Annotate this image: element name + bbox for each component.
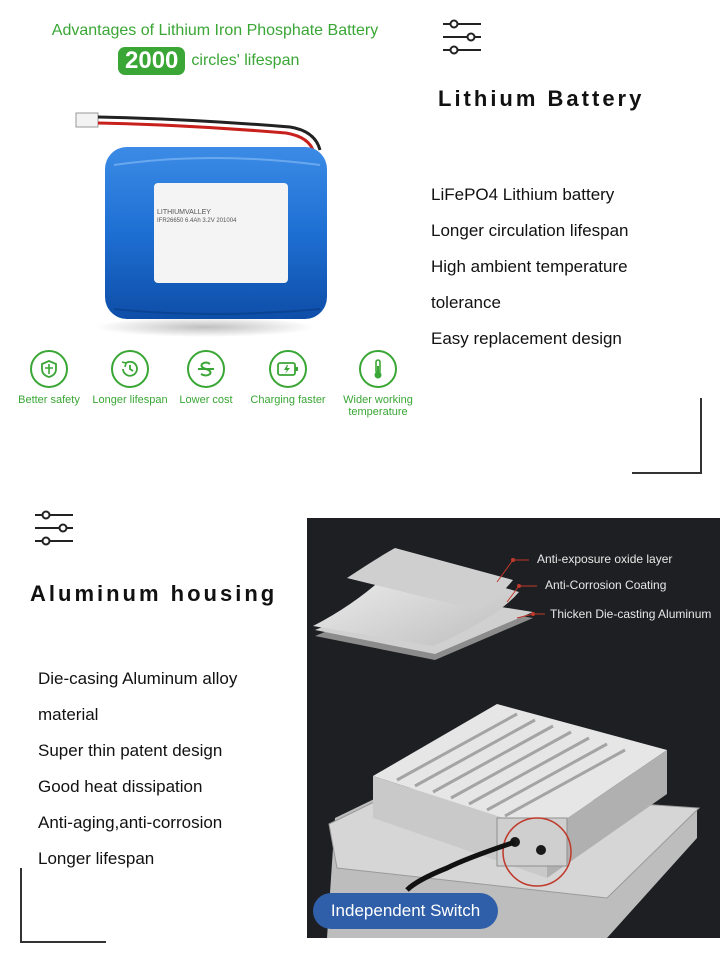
battery-spec-line [157, 217, 289, 226]
dollar-icon [187, 350, 225, 388]
housing-feature-line: material [38, 705, 99, 724]
housing-feature-line: Die-casing Aluminum alloy [38, 669, 238, 688]
aluminum-housing-heading: Aluminum housing [30, 581, 278, 606]
battery-feature-line: tolerance [431, 293, 501, 312]
feature-label: Lower cost [179, 394, 233, 406]
battery-feature-line: LiFePO4 Lithium battery [431, 185, 615, 204]
battery-model: IFR26650 [157, 218, 184, 224]
feature-label [340, 394, 416, 418]
lithium-battery-heading: Lithium Battery [438, 86, 645, 111]
thermometer-icon [359, 350, 397, 388]
housing-feature-line: Longer lifespan [38, 849, 155, 868]
aluminum-housing-image [307, 518, 720, 938]
lifespan-banner [118, 47, 299, 75]
shield-icon [30, 350, 68, 388]
history-clock-icon [111, 350, 149, 388]
feature-better-safety [11, 350, 87, 406]
battery-feature-line: Longer circulation lifespan [431, 221, 629, 240]
housing-feature-line: Good heat dissipation [38, 777, 203, 796]
battery-feature-line: Easy replacement design [431, 329, 622, 348]
sliders-icon [441, 18, 483, 58]
housing-feature-line: Super thin patent design [38, 741, 223, 760]
battery-spec: 6.4Ah 3.2V 201004 [185, 218, 237, 224]
feature-label-line: Wider working [343, 394, 413, 406]
advantages-title: Advantages of Lithium Iron Phosphate Battery [51, 22, 379, 39]
independent-switch-badge: Independent Switch [313, 893, 498, 929]
layer-label: Anti-exposure oxide layer [537, 552, 673, 566]
cycle-count-label: circles' lifespan [191, 52, 300, 69]
layer-label: Anti-Corrosion Coating [545, 578, 667, 592]
corner-bracket-decoration [632, 398, 702, 474]
battery-charge-icon [269, 350, 307, 388]
battery-label-text [157, 208, 289, 226]
housing-feature-line: Anti-aging,anti-corrosion [38, 813, 223, 832]
sliders-icon [33, 509, 75, 549]
feature-label: Charging faster [250, 394, 326, 406]
feature-label: Better safety [18, 394, 80, 406]
feature-wider-temperature [340, 350, 416, 418]
feature-label-line: temperature [348, 406, 408, 418]
battery-brand: LITHIUMVALLEY [157, 209, 211, 216]
cycle-count-badge: 2000 [118, 47, 185, 75]
feature-label: Longer lifespan [92, 394, 168, 406]
feature-charging-faster [250, 350, 326, 406]
feature-longer-lifespan [92, 350, 168, 406]
feature-lower-cost [168, 350, 244, 406]
corner-bracket-decoration [20, 868, 106, 943]
battery-feature-line: High ambient temperature [431, 257, 628, 276]
layer-label: Thicken Die-casting Aluminum [550, 607, 712, 621]
